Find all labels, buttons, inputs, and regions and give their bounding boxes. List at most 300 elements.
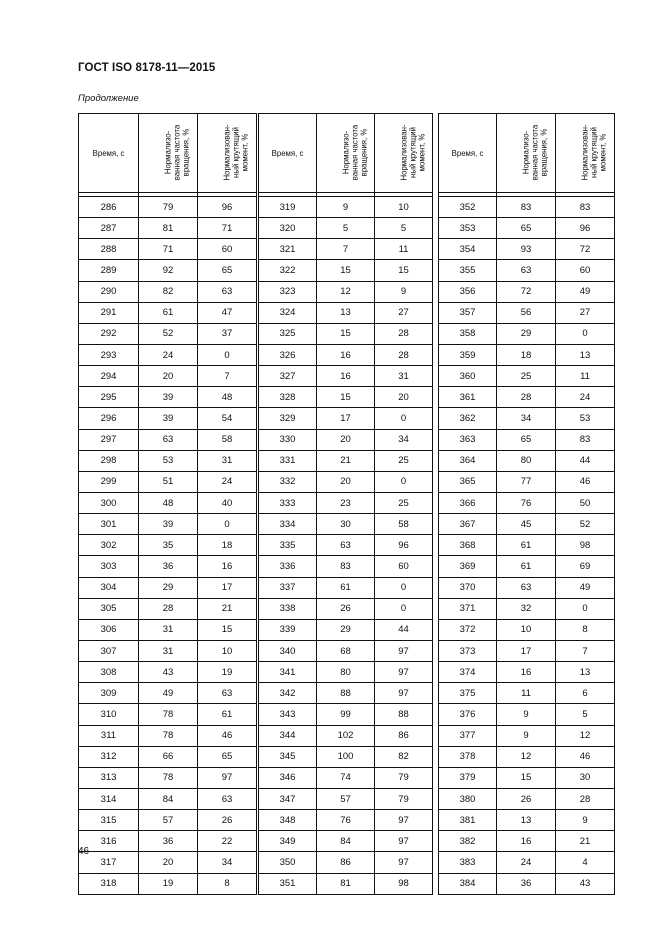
table-row [259, 218, 433, 239]
speed-cell: 53 [139, 450, 198, 471]
time-cell: 338 [259, 598, 317, 619]
torque-cell: 31 [375, 366, 433, 387]
time-cell: 374 [439, 662, 497, 683]
speed-cell: 24 [139, 344, 198, 365]
table-row [79, 683, 257, 704]
time-cell: 321 [259, 239, 317, 260]
table-row [79, 218, 257, 239]
table-row [259, 408, 433, 429]
speed-cell: 30 [317, 514, 375, 535]
speed-cell: 82 [139, 281, 198, 302]
torque-cell: 16 [198, 556, 257, 577]
speed-cell: 13 [497, 810, 556, 831]
time-cell: 352 [439, 197, 497, 218]
speed-cell: 99 [317, 704, 375, 725]
torque-cell: 58 [198, 429, 257, 450]
speed-cell: 84 [139, 788, 198, 809]
table-row [439, 852, 615, 873]
table-row [439, 704, 615, 725]
torque-cell: 37 [198, 323, 257, 344]
time-cell: 381 [439, 810, 497, 831]
speed-cell: 102 [317, 725, 375, 746]
torque-cell: 79 [375, 767, 433, 788]
torque-cell: 5 [375, 218, 433, 239]
speed-cell: 39 [139, 514, 198, 535]
data-table-2 [258, 113, 433, 895]
header-speed: Нормализо- ванная частота вращения, % [139, 114, 198, 193]
speed-cell: 13 [317, 302, 375, 323]
table-row [259, 429, 433, 450]
time-cell: 330 [259, 429, 317, 450]
torque-cell: 0 [375, 408, 433, 429]
torque-cell: 25 [375, 492, 433, 513]
speed-cell: 61 [317, 577, 375, 598]
speed-cell: 17 [497, 640, 556, 661]
header-speed: Нормализо- ванная частота вращения, % [497, 114, 556, 193]
speed-cell: 74 [317, 767, 375, 788]
torque-cell: 20 [375, 387, 433, 408]
table-row [259, 746, 433, 767]
table-row [259, 683, 433, 704]
time-cell: 368 [439, 535, 497, 556]
torque-cell: 6 [556, 683, 615, 704]
speed-cell: 49 [139, 683, 198, 704]
speed-cell: 5 [317, 218, 375, 239]
table-row [439, 387, 615, 408]
table-row [439, 281, 615, 302]
time-cell: 344 [259, 725, 317, 746]
torque-cell: 13 [556, 662, 615, 683]
torque-cell: 40 [198, 492, 257, 513]
torque-cell: 60 [375, 556, 433, 577]
torque-cell: 53 [556, 408, 615, 429]
header-torque: Нормализован- ный крутящий момент, % [556, 114, 615, 193]
table-row [259, 725, 433, 746]
table-row [79, 598, 257, 619]
torque-cell: 28 [375, 344, 433, 365]
table-row [79, 408, 257, 429]
speed-cell: 83 [497, 197, 556, 218]
time-cell: 369 [439, 556, 497, 577]
torque-cell: 0 [375, 577, 433, 598]
table-row [259, 260, 433, 281]
time-cell: 303 [79, 556, 139, 577]
speed-cell: 31 [139, 619, 198, 640]
table-row [79, 556, 257, 577]
torque-cell: 31 [198, 450, 257, 471]
table-row [259, 831, 433, 852]
time-cell: 307 [79, 640, 139, 661]
table-row [79, 704, 257, 725]
speed-cell: 31 [139, 640, 198, 661]
speed-cell: 11 [497, 683, 556, 704]
speed-cell: 16 [317, 366, 375, 387]
table-row [439, 429, 615, 450]
torque-cell: 0 [375, 471, 433, 492]
time-cell: 376 [439, 704, 497, 725]
torque-cell: 65 [198, 746, 257, 767]
torque-cell: 9 [556, 810, 615, 831]
speed-cell: 15 [317, 323, 375, 344]
table-row [259, 556, 433, 577]
time-cell: 364 [439, 450, 497, 471]
table-row [79, 767, 257, 788]
speed-cell: 23 [317, 492, 375, 513]
table-row [259, 387, 433, 408]
time-cell: 351 [259, 873, 317, 894]
table-row [439, 535, 615, 556]
time-cell: 349 [259, 831, 317, 852]
speed-cell: 84 [317, 831, 375, 852]
speed-cell: 29 [497, 323, 556, 344]
time-cell: 312 [79, 746, 139, 767]
speed-cell: 43 [139, 662, 198, 683]
table-row [439, 260, 615, 281]
time-cell: 366 [439, 492, 497, 513]
torque-cell: 26 [198, 810, 257, 831]
time-cell: 380 [439, 788, 497, 809]
table-row [79, 302, 257, 323]
time-cell: 357 [439, 302, 497, 323]
speed-cell: 79 [139, 197, 198, 218]
speed-cell: 15 [497, 767, 556, 788]
speed-cell: 28 [139, 598, 198, 619]
time-cell: 289 [79, 260, 139, 281]
table-row [259, 302, 433, 323]
time-cell: 367 [439, 514, 497, 535]
torque-cell: 17 [198, 577, 257, 598]
table-row [439, 619, 615, 640]
time-cell: 293 [79, 344, 139, 365]
time-cell: 345 [259, 746, 317, 767]
torque-cell: 46 [556, 471, 615, 492]
table-row [439, 514, 615, 535]
torque-cell: 44 [375, 619, 433, 640]
table-row [439, 471, 615, 492]
time-cell: 342 [259, 683, 317, 704]
table-row [79, 471, 257, 492]
torque-cell: 97 [375, 640, 433, 661]
speed-cell: 36 [139, 831, 198, 852]
speed-cell: 78 [139, 704, 198, 725]
table-row [79, 810, 257, 831]
time-cell: 325 [259, 323, 317, 344]
torque-cell: 11 [556, 366, 615, 387]
table-row [439, 873, 615, 894]
torque-cell: 60 [556, 260, 615, 281]
table-row [259, 535, 433, 556]
time-cell: 302 [79, 535, 139, 556]
time-cell: 346 [259, 767, 317, 788]
time-cell: 378 [439, 746, 497, 767]
speed-cell: 39 [139, 408, 198, 429]
torque-cell: 97 [198, 767, 257, 788]
torque-cell: 15 [375, 260, 433, 281]
torque-cell: 27 [556, 302, 615, 323]
speed-cell: 12 [317, 281, 375, 302]
torque-cell: 46 [556, 746, 615, 767]
time-cell: 324 [259, 302, 317, 323]
table-row [259, 662, 433, 683]
time-cell: 343 [259, 704, 317, 725]
torque-cell: 72 [556, 239, 615, 260]
time-cell: 296 [79, 408, 139, 429]
torque-cell: 34 [375, 429, 433, 450]
time-cell: 318 [79, 873, 139, 894]
table-row [439, 408, 615, 429]
time-cell: 329 [259, 408, 317, 429]
table-row [439, 640, 615, 661]
speed-cell: 77 [497, 471, 556, 492]
speed-cell: 36 [497, 873, 556, 894]
time-cell: 361 [439, 387, 497, 408]
time-cell: 340 [259, 640, 317, 661]
speed-cell: 34 [497, 408, 556, 429]
time-cell: 310 [79, 704, 139, 725]
header-speed: Нормализо- ванная частота вращения, % [317, 114, 375, 193]
speed-cell: 80 [317, 662, 375, 683]
data-table-1 [78, 113, 257, 895]
speed-cell: 12 [497, 746, 556, 767]
table-row [259, 619, 433, 640]
table-row [439, 725, 615, 746]
torque-cell: 54 [198, 408, 257, 429]
torque-cell: 44 [556, 450, 615, 471]
speed-cell: 7 [317, 239, 375, 260]
page-number: 46 [78, 846, 90, 857]
table-row [259, 514, 433, 535]
time-cell: 316 [79, 831, 139, 852]
table-row [259, 577, 433, 598]
time-cell: 309 [79, 683, 139, 704]
torque-cell: 28 [375, 323, 433, 344]
torque-cell: 71 [198, 218, 257, 239]
speed-cell: 88 [317, 683, 375, 704]
speed-cell: 57 [139, 810, 198, 831]
table-row [439, 323, 615, 344]
time-cell: 298 [79, 450, 139, 471]
torque-cell: 19 [198, 662, 257, 683]
speed-cell: 56 [497, 302, 556, 323]
speed-cell: 9 [317, 197, 375, 218]
time-cell: 333 [259, 492, 317, 513]
speed-cell: 32 [497, 598, 556, 619]
speed-cell: 20 [139, 852, 198, 873]
time-cell: 348 [259, 810, 317, 831]
table-row [439, 218, 615, 239]
time-cell: 353 [439, 218, 497, 239]
table-row [259, 492, 433, 513]
torque-cell: 82 [375, 746, 433, 767]
table-row [439, 344, 615, 365]
speed-cell: 100 [317, 746, 375, 767]
torque-cell: 65 [198, 260, 257, 281]
table-row [439, 662, 615, 683]
torque-cell: 0 [556, 598, 615, 619]
time-cell: 362 [439, 408, 497, 429]
torque-cell: 9 [375, 281, 433, 302]
time-cell: 319 [259, 197, 317, 218]
table-row [259, 323, 433, 344]
table-row [259, 598, 433, 619]
torque-cell: 27 [375, 302, 433, 323]
speed-cell: 20 [139, 366, 198, 387]
table-row [259, 344, 433, 365]
torque-cell: 52 [556, 514, 615, 535]
time-cell: 341 [259, 662, 317, 683]
speed-cell: 80 [497, 450, 556, 471]
torque-cell: 43 [556, 873, 615, 894]
speed-cell: 35 [139, 535, 198, 556]
torque-cell: 0 [375, 598, 433, 619]
torque-cell: 10 [375, 197, 433, 218]
torque-cell: 34 [198, 852, 257, 873]
table-row [439, 746, 615, 767]
time-cell: 356 [439, 281, 497, 302]
table-row [79, 281, 257, 302]
time-cell: 384 [439, 873, 497, 894]
speed-cell: 52 [139, 323, 198, 344]
speed-cell: 61 [497, 535, 556, 556]
torque-cell: 97 [375, 683, 433, 704]
time-cell: 382 [439, 831, 497, 852]
table-row [79, 429, 257, 450]
table-row [79, 725, 257, 746]
speed-cell: 66 [139, 746, 198, 767]
torque-cell: 25 [375, 450, 433, 471]
header-time: Время, с [439, 114, 497, 193]
document-title: ГОСТ ISO 8178-11—2015 [78, 62, 216, 74]
torque-cell: 50 [556, 492, 615, 513]
time-cell: 375 [439, 683, 497, 704]
table-row [79, 662, 257, 683]
speed-cell: 10 [497, 619, 556, 640]
torque-cell: 97 [375, 810, 433, 831]
speed-cell: 63 [139, 429, 198, 450]
torque-cell: 96 [198, 197, 257, 218]
speed-cell: 71 [139, 239, 198, 260]
speed-cell: 9 [497, 725, 556, 746]
time-cell: 291 [79, 302, 139, 323]
table-row [259, 640, 433, 661]
table-row [259, 767, 433, 788]
table-row [259, 239, 433, 260]
torque-cell: 88 [375, 704, 433, 725]
table-row [79, 260, 257, 281]
time-cell: 297 [79, 429, 139, 450]
speed-cell: 26 [317, 598, 375, 619]
time-cell: 314 [79, 788, 139, 809]
time-cell: 331 [259, 450, 317, 471]
table-row [259, 810, 433, 831]
table-row [259, 788, 433, 809]
speed-cell: 92 [139, 260, 198, 281]
speed-cell: 63 [497, 260, 556, 281]
time-cell: 292 [79, 323, 139, 344]
table-row [439, 450, 615, 471]
time-cell: 308 [79, 662, 139, 683]
time-cell: 327 [259, 366, 317, 387]
table-row [259, 197, 433, 218]
time-cell: 334 [259, 514, 317, 535]
speed-cell: 83 [317, 556, 375, 577]
table-row [259, 852, 433, 873]
torque-cell: 0 [198, 514, 257, 535]
torque-cell: 47 [198, 302, 257, 323]
header-torque: Нормализован- ный крутящий момент, % [375, 114, 433, 193]
speed-cell: 72 [497, 281, 556, 302]
header-time: Время, с [79, 114, 139, 193]
torque-cell: 63 [198, 788, 257, 809]
time-cell: 335 [259, 535, 317, 556]
torque-cell: 97 [375, 831, 433, 852]
torque-cell: 4 [556, 852, 615, 873]
torque-cell: 97 [375, 662, 433, 683]
speed-cell: 16 [497, 831, 556, 852]
time-cell: 317 [79, 852, 139, 873]
torque-cell: 0 [198, 344, 257, 365]
speed-cell: 9 [497, 704, 556, 725]
speed-cell: 24 [497, 852, 556, 873]
table-row [439, 492, 615, 513]
torque-cell: 24 [556, 387, 615, 408]
time-cell: 299 [79, 471, 139, 492]
time-cell: 323 [259, 281, 317, 302]
torque-cell: 12 [556, 725, 615, 746]
torque-cell: 79 [375, 788, 433, 809]
speed-cell: 21 [317, 450, 375, 471]
table-row [439, 598, 615, 619]
table-row [259, 281, 433, 302]
table-row [79, 492, 257, 513]
table-row [79, 788, 257, 809]
table-row [439, 366, 615, 387]
speed-cell: 28 [497, 387, 556, 408]
speed-cell: 93 [497, 239, 556, 260]
table-row [439, 810, 615, 831]
torque-cell: 22 [198, 831, 257, 852]
torque-cell: 46 [198, 725, 257, 746]
speed-cell: 16 [317, 344, 375, 365]
time-cell: 295 [79, 387, 139, 408]
table-row [439, 683, 615, 704]
torque-cell: 21 [198, 598, 257, 619]
torque-cell: 98 [375, 873, 433, 894]
torque-cell: 28 [556, 788, 615, 809]
time-cell: 315 [79, 810, 139, 831]
time-cell: 311 [79, 725, 139, 746]
torque-cell: 96 [556, 218, 615, 239]
time-cell: 360 [439, 366, 497, 387]
torque-cell: 21 [556, 831, 615, 852]
speed-cell: 15 [317, 260, 375, 281]
table-row [439, 767, 615, 788]
speed-cell: 63 [317, 535, 375, 556]
time-cell: 300 [79, 492, 139, 513]
time-cell: 294 [79, 366, 139, 387]
torque-cell: 63 [198, 683, 257, 704]
torque-cell: 8 [198, 873, 257, 894]
time-cell: 358 [439, 323, 497, 344]
torque-cell: 10 [198, 640, 257, 661]
speed-cell: 48 [139, 492, 198, 513]
speed-cell: 18 [497, 344, 556, 365]
time-cell: 373 [439, 640, 497, 661]
time-cell: 350 [259, 852, 317, 873]
time-cell: 301 [79, 514, 139, 535]
speed-cell: 78 [139, 767, 198, 788]
torque-cell: 60 [198, 239, 257, 260]
